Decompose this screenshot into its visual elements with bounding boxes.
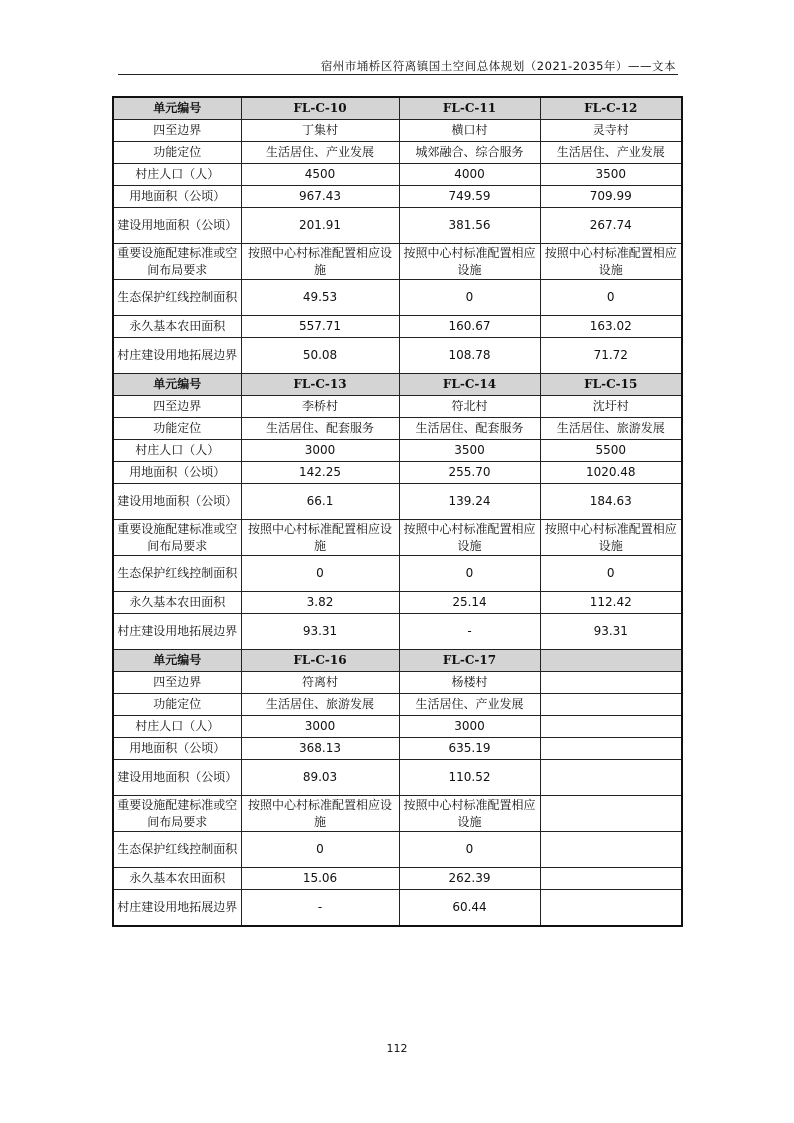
table-cell: 1020.48 <box>540 462 682 484</box>
table-cell: 262.39 <box>399 868 540 890</box>
table-cell: 生活居住、旅游发展 <box>241 694 399 716</box>
row-label: 用地面积（公顷） <box>113 738 241 760</box>
table-cell: 按照中心村标准配置相应设施 <box>399 520 540 556</box>
table-cell <box>540 796 682 832</box>
table-cell: 3000 <box>241 716 399 738</box>
row-label: 建设用地面积（公顷） <box>113 760 241 796</box>
unit-code: FL-C-16 <box>241 650 399 672</box>
row-label: 村庄人口（人） <box>113 164 241 186</box>
unit-header-row <box>113 374 682 396</box>
table-cell: 按照中心村标准配置相应设施 <box>399 244 540 280</box>
table-cell: 按照中心村标准配置相应设施 <box>241 796 399 832</box>
table-cell: 按照中心村标准配置相应设施 <box>540 520 682 556</box>
unit-number-label: 单元编号 <box>113 374 241 396</box>
table-row <box>113 832 682 868</box>
header-rule <box>118 74 678 75</box>
table-cell: 142.25 <box>241 462 399 484</box>
document-header: 宿州市埇桥区符离镇国土空间总体规划（2021-2035年）——文本 <box>320 59 676 73</box>
row-label: 村庄建设用地拓展边界 <box>113 338 241 374</box>
table-row <box>113 396 682 418</box>
table-row <box>113 738 682 760</box>
table-cell: 0 <box>399 556 540 592</box>
row-label: 建设用地面积（公顷） <box>113 484 241 520</box>
row-label: 生态保护红线控制面积 <box>113 280 241 316</box>
table-cell: 201.91 <box>241 208 399 244</box>
table-row <box>113 760 682 796</box>
table-row <box>113 280 682 316</box>
table-row <box>113 462 682 484</box>
table-row <box>113 142 682 164</box>
table-cell: 15.06 <box>241 868 399 890</box>
row-label: 重要设施配建标准或空间布局要求 <box>113 520 241 556</box>
table-row <box>113 694 682 716</box>
table-cell: 71.72 <box>540 338 682 374</box>
table-cell: 生活居住、配套服务 <box>399 418 540 440</box>
unit-code: FL-C-13 <box>241 374 399 396</box>
table-row <box>113 120 682 142</box>
table-row <box>113 520 682 556</box>
table-cell: 杨楼村 <box>399 672 540 694</box>
table-cell: 60.44 <box>399 890 540 927</box>
table-cell: 4500 <box>241 164 399 186</box>
unit-code: FL-C-10 <box>241 97 399 120</box>
table-row <box>113 672 682 694</box>
table-cell: 生活居住、产业发展 <box>399 694 540 716</box>
table-cell <box>540 738 682 760</box>
row-label: 功能定位 <box>113 418 241 440</box>
table-row <box>113 244 682 280</box>
table-cell <box>540 716 682 738</box>
row-label: 村庄人口（人） <box>113 440 241 462</box>
table-cell <box>540 832 682 868</box>
table-cell: 112.42 <box>540 592 682 614</box>
table-row <box>113 556 682 592</box>
unit-code <box>540 650 682 672</box>
table-row <box>113 440 682 462</box>
row-label: 功能定位 <box>113 142 241 164</box>
table-cell: 0 <box>241 556 399 592</box>
table-cell: 生活居住、配套服务 <box>241 418 399 440</box>
table-cell: 267.74 <box>540 208 682 244</box>
village-units-table <box>112 96 683 927</box>
row-label: 用地面积（公顷） <box>113 186 241 208</box>
row-label: 重要设施配建标准或空间布局要求 <box>113 244 241 280</box>
table-row <box>113 316 682 338</box>
row-label: 四至边界 <box>113 396 241 418</box>
table-cell: 50.08 <box>241 338 399 374</box>
table-cell: 709.99 <box>540 186 682 208</box>
unit-header-row <box>113 97 682 120</box>
table-cell: 符北村 <box>399 396 540 418</box>
table-cell: 3500 <box>399 440 540 462</box>
table-row <box>113 186 682 208</box>
table-cell: 按照中心村标准配置相应设施 <box>399 796 540 832</box>
table-cell: 3000 <box>241 440 399 462</box>
table-cell: 108.78 <box>399 338 540 374</box>
table-cell: 89.03 <box>241 760 399 796</box>
table-cell: 生活居住、产业发展 <box>540 142 682 164</box>
table-cell: 255.70 <box>399 462 540 484</box>
table-cell: 635.19 <box>399 738 540 760</box>
unit-code: FL-C-17 <box>399 650 540 672</box>
table-row <box>113 614 682 650</box>
table-cell: 160.67 <box>399 316 540 338</box>
row-label: 永久基本农田面积 <box>113 868 241 890</box>
table-cell: 5500 <box>540 440 682 462</box>
row-label: 用地面积（公顷） <box>113 462 241 484</box>
table-cell: 3.82 <box>241 592 399 614</box>
table-cell: 0 <box>540 556 682 592</box>
table-row <box>113 592 682 614</box>
row-label: 生态保护红线控制面积 <box>113 832 241 868</box>
page-number: 112 <box>386 1042 408 1055</box>
unit-number-label: 单元编号 <box>113 650 241 672</box>
table-cell: 丁集村 <box>241 120 399 142</box>
table-cell: 按照中心村标准配置相应设施 <box>241 520 399 556</box>
unit-header-row <box>113 650 682 672</box>
table-cell: 93.31 <box>540 614 682 650</box>
table-row <box>113 796 682 832</box>
table-cell: 按照中心村标准配置相应设施 <box>540 244 682 280</box>
table-cell: 967.43 <box>241 186 399 208</box>
table-cell: 139.24 <box>399 484 540 520</box>
unit-code: FL-C-14 <box>399 374 540 396</box>
table-row <box>113 716 682 738</box>
table-cell: 0 <box>241 832 399 868</box>
row-label: 永久基本农田面积 <box>113 592 241 614</box>
table-cell: 3000 <box>399 716 540 738</box>
table-cell: 368.13 <box>241 738 399 760</box>
table-cell: 沈圩村 <box>540 396 682 418</box>
row-label: 生态保护红线控制面积 <box>113 556 241 592</box>
table-row <box>113 890 682 927</box>
row-label: 功能定位 <box>113 694 241 716</box>
table-cell <box>540 890 682 927</box>
table-cell: 符离村 <box>241 672 399 694</box>
table-cell: 生活居住、旅游发展 <box>540 418 682 440</box>
table-cell: - <box>399 614 540 650</box>
table-cell: 184.63 <box>540 484 682 520</box>
table-cell: 3500 <box>540 164 682 186</box>
table-cell: 557.71 <box>241 316 399 338</box>
table-row <box>113 164 682 186</box>
table-row <box>113 338 682 374</box>
unit-number-label: 单元编号 <box>113 97 241 120</box>
table-cell: 0 <box>399 280 540 316</box>
table-cell: 生活居住、产业发展 <box>241 142 399 164</box>
table-cell: 93.31 <box>241 614 399 650</box>
row-label: 建设用地面积（公顷） <box>113 208 241 244</box>
table-cell: 按照中心村标准配置相应设施 <box>241 244 399 280</box>
table-cell: 749.59 <box>399 186 540 208</box>
table-cell: 李桥村 <box>241 396 399 418</box>
table-cell <box>540 694 682 716</box>
row-label: 四至边界 <box>113 120 241 142</box>
table-cell: 110.52 <box>399 760 540 796</box>
row-label: 永久基本农田面积 <box>113 316 241 338</box>
table-row <box>113 208 682 244</box>
table-cell <box>540 760 682 796</box>
row-label: 四至边界 <box>113 672 241 694</box>
table-cell: 49.53 <box>241 280 399 316</box>
table-cell <box>540 868 682 890</box>
row-label: 村庄人口（人） <box>113 716 241 738</box>
table-row <box>113 418 682 440</box>
table-cell: 66.1 <box>241 484 399 520</box>
table-cell: 25.14 <box>399 592 540 614</box>
table-cell: 城郊融合、综合服务 <box>399 142 540 164</box>
unit-code: FL-C-12 <box>540 97 682 120</box>
unit-code: FL-C-15 <box>540 374 682 396</box>
table-cell: 381.56 <box>399 208 540 244</box>
row-label: 重要设施配建标准或空间布局要求 <box>113 796 241 832</box>
table-row <box>113 868 682 890</box>
table-cell: 163.02 <box>540 316 682 338</box>
table-cell: 4000 <box>399 164 540 186</box>
table-row <box>113 484 682 520</box>
row-label: 村庄建设用地拓展边界 <box>113 614 241 650</box>
table-cell: 横口村 <box>399 120 540 142</box>
unit-code: FL-C-11 <box>399 97 540 120</box>
table-cell: 灵寺村 <box>540 120 682 142</box>
table-cell: - <box>241 890 399 927</box>
table-cell <box>540 672 682 694</box>
row-label: 村庄建设用地拓展边界 <box>113 890 241 927</box>
table-cell: 0 <box>399 832 540 868</box>
table-cell: 0 <box>540 280 682 316</box>
